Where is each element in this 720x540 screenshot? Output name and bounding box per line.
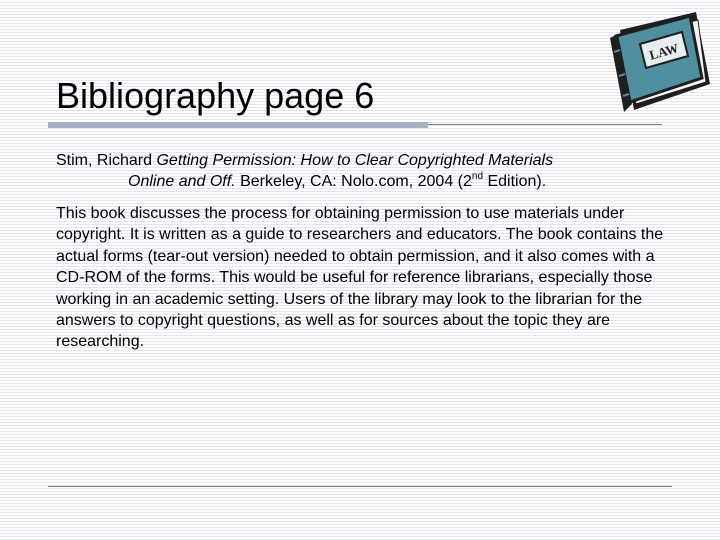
slide-title: Bibliography page 6 [56,75,375,116]
citation [56,150,676,192]
citation-line-2 [56,171,676,192]
title-accent-bar [48,122,428,128]
law-book-illustration [606,8,712,120]
citation-publisher: Berkeley, CA: Nolo.com, 2004 (2 [240,173,472,190]
citation-title-part1: Getting Permission: How to Clear Copyrighted Materials [156,152,554,169]
book-label-text: LAW [647,40,681,63]
law-book-icon [606,8,712,120]
citation-edition-end: Edition). [487,173,547,190]
title-divider-line [428,124,662,125]
book-description: This book discusses the process for obtaining permission to use materials under copyright. It is written as a guide to researchers and educators. The book contains the actual forms (tear-out version) needed to obtain permission, and it also comes with a CD-ROM of the forms. This would be useful for reference librarians, especially those working in an academic setting. Users of the library may look to the librarian for the answers to copyright questions, as well as for sources about the topic they are researching. [56,205,664,351]
citation-title-part2: Online and Off. [128,173,236,190]
footer-divider-line [48,486,672,487]
citation-edition-sup: nd [471,170,484,182]
citation-author: Stim, Richard [56,152,153,169]
